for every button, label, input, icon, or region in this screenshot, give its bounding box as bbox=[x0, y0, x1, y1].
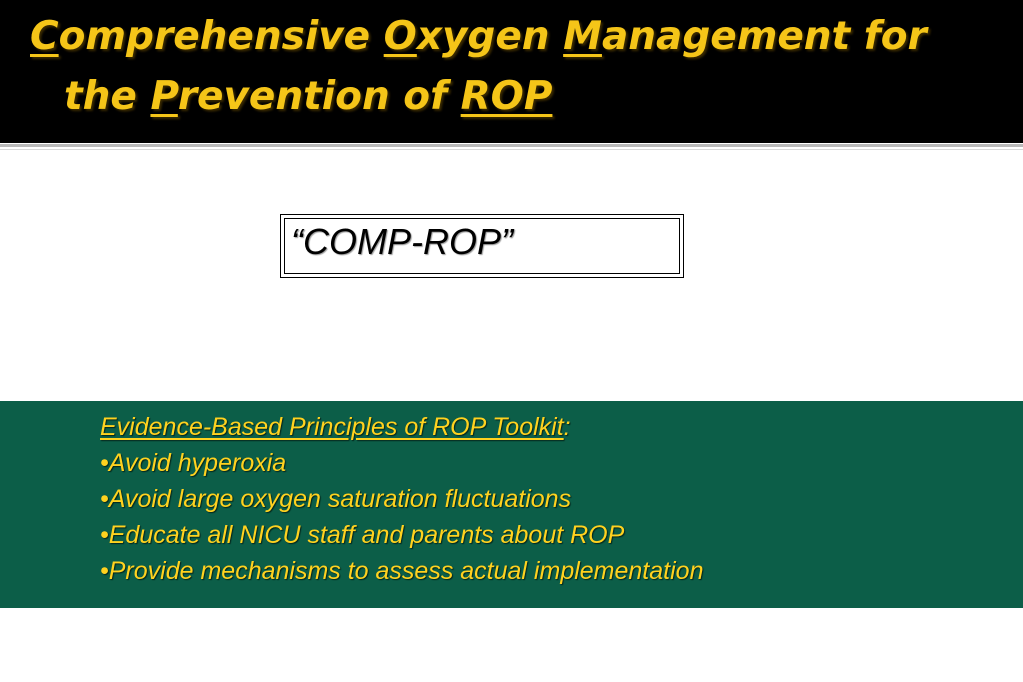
title-segment: M bbox=[563, 14, 602, 59]
slide-title-line-2 bbox=[64, 74, 552, 120]
divider bbox=[0, 144, 1023, 147]
title-segment: omprehensive bbox=[58, 14, 384, 59]
principle-bullet: •Educate all NICU staff and parents about ROP bbox=[100, 521, 625, 549]
title-segment: the bbox=[64, 74, 151, 119]
title-segment: revention of bbox=[177, 74, 461, 119]
acronym-text: “COMP-ROP” bbox=[291, 221, 513, 262]
principles-heading-text: Evidence-Based Principles of ROP Toolkit bbox=[100, 413, 564, 441]
principles-heading bbox=[100, 409, 703, 445]
title-segment: anagement for bbox=[601, 14, 927, 59]
title-segment: O bbox=[383, 14, 417, 59]
title-segment: xygen bbox=[416, 14, 564, 59]
title-segment: P bbox=[150, 74, 178, 119]
title-segment: ROP bbox=[460, 74, 553, 119]
title-bar bbox=[0, 0, 1023, 143]
slide-title-line-1 bbox=[30, 14, 927, 60]
divider bbox=[0, 149, 1023, 150]
acronym-box bbox=[280, 214, 684, 278]
principles-heading-colon: : bbox=[563, 413, 571, 441]
principle-bullet: •Avoid hyperoxia bbox=[100, 449, 287, 477]
principle-bullet: •Avoid large oxygen saturation fluctuations bbox=[100, 485, 572, 513]
title-segment: C bbox=[30, 14, 59, 59]
principle-bullet: •Provide mechanisms to assess actual implementation bbox=[100, 557, 704, 585]
principles-list bbox=[100, 409, 703, 589]
